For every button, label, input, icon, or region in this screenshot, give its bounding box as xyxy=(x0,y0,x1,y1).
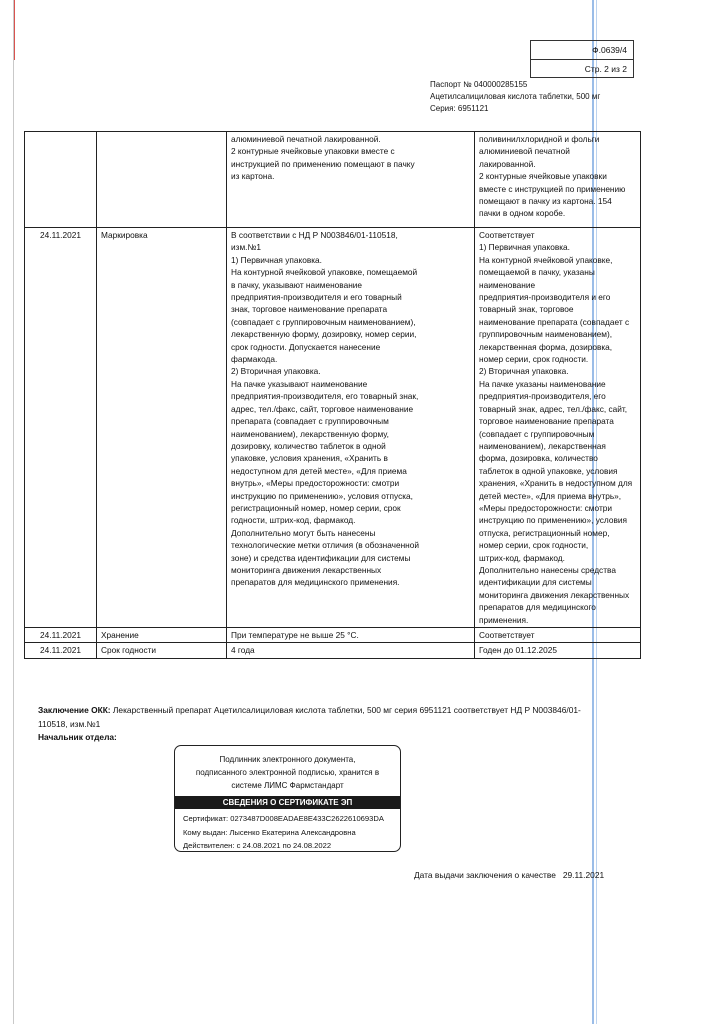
requirement-cell: 4 года xyxy=(227,643,475,658)
form-code-box xyxy=(530,40,634,78)
table-row xyxy=(25,643,641,658)
certificate-owner: Кому выдан: Лысенко Екатерина Александровна xyxy=(183,827,356,837)
passport-number: Паспорт № 040000285155 xyxy=(430,80,528,89)
indicator-cell: Срок годности xyxy=(97,643,227,658)
result-cell: Соответствует xyxy=(475,628,641,643)
table-row xyxy=(25,228,641,628)
stamp-line: подписанного электронной подписью, хранится в xyxy=(195,768,380,777)
conclusion-label: Заключение ОКК: xyxy=(38,705,111,715)
head-of-department-label: Начальник отдела: xyxy=(38,732,117,742)
date-cell: 24.11.2021 xyxy=(25,228,97,628)
result-cell: Соответствует 1) Первичная упаковка. На контурной ячейковой упаковке, помещаемой в пачку, указаны наименование предприятия-производителя и его товарный знак, торговое наименование препарата (совпадает с группировочным наименованием), лекарственная форма, дозировка, номер серии, срок годности. 2) Вторичная упаковка. На пачке указаны наименование предприятия-производителя, его товарный знак, адрес, тел./факс, сайт, торговое наименование препарата (совпадает с группировочным наименованием), лекарственная форма, дозировка, количество таблеток в одной упаковке, условия хранения, «Хранить в недоступном для детей месте», «Для приема внутрь», «Меры предосторожности: смотри инструкцию по применению», условия отпуска, регистрационный номер, номер серии, срок годности, штрих-код, фармакод. Дополнительно нанесены средства идентификации для системы мониторинга движения лекарственных препаратов для медицинского применения. xyxy=(475,228,641,628)
issue-date-value: 29.11.2021 xyxy=(562,870,605,880)
date-cell xyxy=(25,132,97,228)
indicator-cell: Маркировка xyxy=(97,228,227,628)
margin-red-line xyxy=(14,0,15,60)
stamp-line: системе ЛИМС Фармстандарт xyxy=(231,781,344,790)
product-name: Ацетилсалициловая кислота таблетки, 500 мг xyxy=(430,92,601,101)
certificate-number: Сертификат: 0273487D008EADAE8E433C2622610693DA xyxy=(183,814,384,823)
table-row xyxy=(25,628,641,643)
test-results-table xyxy=(24,131,641,659)
series-number: Серия: 6951121 xyxy=(430,104,489,113)
requirement-cell: При температуре не выше 25 °С. xyxy=(227,628,475,643)
result-cell: Годен до 01.12.2025 xyxy=(475,643,641,658)
page-number: Стр. 2 из 2 xyxy=(531,59,633,78)
electronic-signature-stamp xyxy=(174,745,401,852)
date-cell: 24.11.2021 xyxy=(25,643,97,658)
indicator-cell xyxy=(97,132,227,228)
table-row xyxy=(25,132,641,228)
issue-date-label: Дата выдачи заключения о качестве xyxy=(414,870,556,880)
qc-conclusion xyxy=(38,703,598,731)
issue-date-line xyxy=(414,870,604,880)
passport-block xyxy=(430,79,600,115)
scan-left-edge xyxy=(0,0,14,1024)
result-cell: поливинилхлоридной и фольги алюминиевой печатной лакированной. 2 контурные ячейковые упаковки вместе с инструкцией по применению помещают в пачку из картона. 154 пачки в одном коробе. xyxy=(475,132,641,228)
requirement-cell: алюминиевой печатной лакированной. 2 контурные ячейковые упаковки вместе с инструкцией по применению помещают в пачку из картона. xyxy=(227,132,475,228)
form-code: Ф.0639/4 xyxy=(592,45,627,55)
certificate-header: СВЕДЕНИЯ О СЕРТИФИКАТЕ ЭП xyxy=(175,796,400,809)
conclusion-text: Лекарственный препарат Ацетилсалициловая кислота таблетки, 500 мг серия 6951121 соответствует НД Р N003846/01-110518, изм.№1 xyxy=(38,705,581,729)
requirement-cell: В соответствии с НД Р N003846/01-110518, изм.№1 1) Первичная упаковка. На контурной ячейковой упаковке, помещаемой в пачку, указывают наименование предприятия-производителя и его товарный знак, торговое наименование препарата (совпадает с группировочным наименованием), лекарственную форму, дозировку, номер серии, срок годности. Допускается нанесение фармакода. 2) Вторичная упаковка. На пачке указывают наименование предприятия-производителя, его товарный знак, адрес, тел./факс, сайт, торговое наименование препарата (совпадает с группировочным наименованием), лекарственную форму, дозировку, количество таблеток в одной упаковке, условия хранения, «Хранить в недоступном для детей месте», «Для приема внутрь», «Меры предосторожности: смотри инструкцию по применению», условия отпуска, регистрационный номер, номер серии, срок годности, штрих-код, фармакод. Дополнительно могут быть нанесены технологические метки отличия (в обозначенной зоне) и средства идентификации для системы мониторинга движения лекарственных препаратов для медицинского применения. xyxy=(227,228,475,628)
date-cell: 24.11.2021 xyxy=(25,628,97,643)
certificate-validity: Действителен: с 24.08.2021 по 24.08.2022 xyxy=(183,841,332,850)
indicator-cell: Хранение xyxy=(97,628,227,643)
stamp-line: Подлинник электронного документа, xyxy=(219,755,356,764)
